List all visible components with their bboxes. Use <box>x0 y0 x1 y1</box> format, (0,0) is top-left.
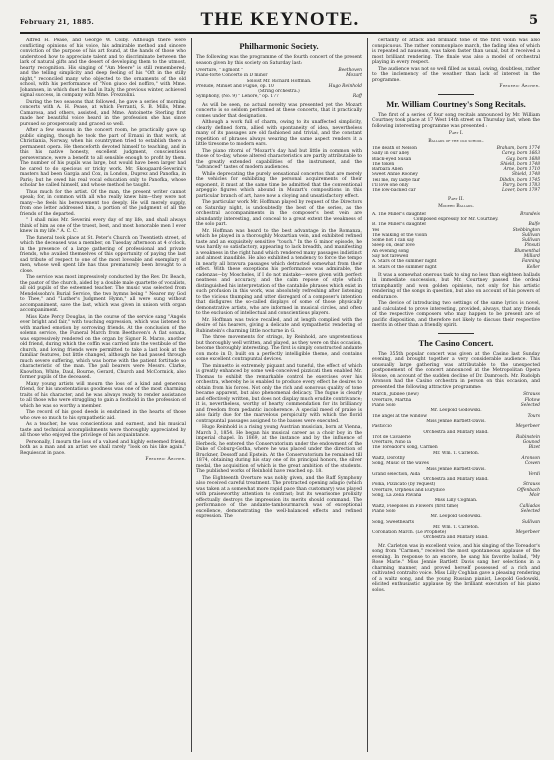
column-3 <box>372 38 540 752</box>
programme-piece: An evening song <box>372 248 409 254</box>
programme-piece: Miss Lilly Coghlan. <box>434 498 478 504</box>
programme-piece: (String orchestra.) <box>258 89 300 95</box>
article-paragraph: The Eighteenth Overture was nobly given, and the Raff Symphony also received careful treatment. The protracted opening adagio (which was taken at a somewhat more rapid pace than customary) was played with praiseworthy attention to contrast; but its wearisome prolixity effectually destroys the impression its merits should command. The performance of the andante-tambourmarsch was of exceptional excellence, demonstrating the well-balanced effects and refined expression. The <box>196 475 362 520</box>
philharmonic-intro: The following was the programme of the fourth concert of the present season given by this society on Saturday last: <box>196 55 362 66</box>
programme-composer: Cowen <box>524 461 540 467</box>
programme-piece: Say not farewell <box>372 254 409 260</box>
casino-review <box>372 544 540 594</box>
article-paragraph: The funeral took place at St. Peter's Church on Twentieth street, of which the deceased was a member, on Tuesday afternoon at 4 o'clock, in the presence of a large gathering of professional and private friends, who availed themselves of this opportunity of paying the last sad tribute of respect to one of the most loveable and exemplary of men, whose well spent life has thus prematurely been brought to a close. <box>20 235 186 274</box>
programme-composer: Raff <box>352 94 362 100</box>
programme-piece: Miss Jennie Bartlett-Davis. <box>426 466 486 472</box>
programme-piece: B. The Miller's daughter <box>372 222 427 228</box>
programme-composer: Sullivan <box>522 519 540 525</box>
programme-composer: Sullivan <box>522 232 540 238</box>
programme-item <box>372 188 540 193</box>
article-paragraph: After a few seasons in the concert room, he practically gave up public singing, though he took the part of Ernani in that work, at Christiania, Norway, when his countrymen tried to establish there a permanent opera. He thenceforth devoted himself to teaching, and in this his native honesty, excellent judgment, conscientious perseverance, were a benefit to all sensible enough to profit by them. The number of his pupils was large, but would have been larger had he cared to do specious or tricky work. Mr. Skougaard-Severini's masters had been Gargia and Cox, in London, Duprez and Panofka, in Paris; but he owed his real vocal education only to Panofka, whose scholar he called himself, and whose method he taught. <box>20 128 186 188</box>
programme-composer: Moir <box>529 493 540 499</box>
programme-composer: Pinsuti <box>524 243 540 249</box>
issue-date: February 21, 1885. <box>20 18 95 26</box>
casino-intro: The 355th popular concert was given at the Casino last Sunday evening, and brought together a very considerable audience. This unusually large gathering was attributable to the unexpected postponement of the concert announced at the Metropolitan Opera House, on account of the sudden decline of Dr. Damrosch. Mr. Rudolph Aronson had the Casino orchestra in person on this occasion, and presented the following attractive programme: <box>372 351 540 390</box>
newspaper-title: THE KEYNOTE. <box>200 9 360 30</box>
programme-piece: Sally in our alley <box>372 151 410 157</box>
programme-piece: I'll love one only <box>372 183 409 189</box>
song-recitals-intro: The first of a series of four song recitals announced by Mr. William Courtney took place at 17 West 14th street on Thursday last, when the following interesting programme was presented : <box>372 112 540 129</box>
newspaper-page <box>20 8 540 754</box>
programme-composer: Shield, 1748 <box>511 172 540 178</box>
programme-piece: Pasticcio <box>372 424 392 430</box>
programme-piece: Orchestra and Military Band. <box>423 535 489 541</box>
programme-piece: Piano Solo <box>372 403 396 409</box>
programme-composer: Mozart <box>346 73 362 79</box>
philharmonic-review-continued <box>372 38 540 83</box>
programme-piece: Overture, Nino la <box>372 440 411 446</box>
part1-label: Part I. <box>448 131 464 136</box>
programme-composer: Beethoven <box>338 68 362 73</box>
section-divider <box>438 94 474 95</box>
article-paragraph: Miss Kate Percy Douglas, in the course of the service sang "Angels ever bright and fair," with touching expression, which was listened to with marked emotion by sorrowing friends. At the conclusion of the solemn service, the Funeral March from Beethoven's A flat sonata, was expressively rendered on the organ by Signor R. Marzo, another old friend, during which the coffin was carried into the vestibule of the church, and loving friends were permitted to take a last look at the familiar features, but little changed, although he had passed through much severe suffering, which was borne with the patient fortitude so characteristic of the man. The pall bearers were Messrs. Clarke, Knowlton, White, Daul, Bourne, Gerard, Church and McCormick, also former pupils of the deceased. <box>20 314 186 380</box>
programme-piece: Symphony, (No. 9) " Lenore," op. 177 <box>196 94 279 100</box>
programme-composer: Verdi <box>528 471 540 477</box>
article-paragraph: As will be seen, no actual novelty was presented yet the Mozart concerto is so seldom performed at these concerts, that it practically comes under that designation. <box>196 102 362 119</box>
programme-piece: Piano-forte Concerto in D minor <box>196 73 268 79</box>
programme-piece: Composed expressly for Mr. Courtney. <box>413 216 499 222</box>
part2-label: Part II. <box>447 196 464 202</box>
programme-piece: Prelude, Minuet and Fugue, op. 10 <box>196 83 274 89</box>
programme-piece: Overture, Martha <box>372 397 412 403</box>
programme-piece: B. Stars of the summer night <box>372 264 437 270</box>
philharmonic-review <box>196 103 362 520</box>
programme-piece: Barbara Allen <box>372 167 403 173</box>
article-paragraph: The service was most impressively conducted by the Rev. Dr. Beach, the pastor of the church, aided by a double male quartette of vocalists, all old pupils of the esteemed teacher. The music was selected from Mendelssohn's Burial Service, the two hymns being " Nearer my God to Thee," and "Luther's Judgment Hymn," all were sung without accompaniment, save the last, which was given in unison with organ accompaniment. <box>20 275 186 313</box>
programme-piece: The death of Nelson <box>372 146 417 151</box>
programme-piece: March, Jubilee (new) <box>372 392 419 398</box>
programme-piece: The token <box>372 161 395 167</box>
philharmonic-heading: Philharmonic Society. <box>239 41 319 51</box>
article-paragraph: Although a work full of charm, owing to its unaffected simplicity, clearly defined form, allied with spontaneity of idea, nevertheless many of its passages are old fashioned and trivial, and the constant repetition of phrases always wearing the same aspect renders it a little tiresome to modern ears. <box>196 120 362 148</box>
programme-piece: Waltz, Fleepoles in Flowers (first time) <box>372 503 459 509</box>
programme-composer: Rubinstein <box>515 434 540 440</box>
programme-composer: Aronson <box>521 456 540 461</box>
programme-piece: Mr. Wm. T. Carleton. <box>432 524 480 530</box>
programme-piece: Tell me, my ladye fair <box>372 177 421 183</box>
programme-composer: Braham, born 1774 <box>496 146 540 151</box>
programme-piece: Mr. Leopold Godowski. <box>430 408 482 414</box>
obituary-article <box>20 38 186 456</box>
article-paragraph: Alfred H. Pease, and George W. Colby. Although there were conflicting opinions of his voice, his admirable method and sincere conviction of the purpose of his art found, at the hands of those who understood how to appreciate talent and to discriminate between the lark of natural gifts and the desert of developing them to the utmost, hearty recognition. His singing of "Am Meere" is still remembered; and the telling simplicity and deep feeling of his "Oft in the stilly night," reconciled many who objected to the ornaments of the old school, with his performance of "Non giuoo del noffiro," with Mme. Johannsen, in which duet he had in Italy, the previous winter, achieved signal success, in company with Mme. Frezzolini. <box>20 38 186 98</box>
programme-composer: Arne, born 1710 <box>503 167 540 173</box>
section-divider <box>438 333 474 334</box>
column-divider <box>367 38 368 752</box>
programme-piece: Black-eyed Susan <box>372 156 412 162</box>
programme-piece: The angel at the window <box>372 413 427 419</box>
programme-composer: Lover, born 1797 <box>502 188 540 194</box>
casino-heading: The Casino Concert. <box>418 337 494 348</box>
programme-piece: The low-backed car <box>372 188 416 194</box>
programme-composer: Flotow <box>524 397 540 403</box>
column-2 <box>196 38 362 752</box>
programme-composer: Parry, born 1783 <box>502 183 540 189</box>
programme-composer: Gay, born 1688 <box>506 156 540 162</box>
programme-piece: Some hot I can say <box>372 238 415 244</box>
article-paragraph: The audience was not so well filled as usual, owing, doubtless, rather to the inclemency of the weather than lack of interest in the programme. <box>372 66 540 83</box>
programme-piece: Trot de Cavalerie <box>372 434 411 440</box>
article-paragraph: Hugo Reinhold is a rising young Austrian musician, born at Vienna, March 3, 1854. He began his musical career as a choir boy in the imperial chapel. In 1869, at the instance and by the influence of Herbeck, he entered the Conservatorium under the endowment of the Duke of Coburg-Gotha, where he was placed under the direction of Bruckner, Dessoff and Epstein. At the Conservatorium he remained till 1874, obtaining during his stay one of its principal honors, the silver medal, the acquisition of which is the great ambition of the students. The published works of Reinhold have reached op. 18. <box>196 425 362 475</box>
programme-composer: Bizet <box>528 445 540 451</box>
programme-composer: Blumenthal <box>514 248 540 254</box>
article-paragraph: Thus much for the artist. Of the man, the present writer cannot speak; for, in common with all who really knew him—they were not many—he feels his bereavement too deeply. He will merely supply, from one letter addressed him, a portion of the judgment of all the friends of the departed. <box>20 189 186 217</box>
programme-composer: Carey, born 1663 <box>501 151 540 157</box>
programme-composer: Selected <box>520 403 540 409</box>
philharmonic-programme <box>196 68 362 100</box>
article-paragraph: The particular work Mr. Hoffman played by request of the Directors on Saturday night, is undoubtedly the best of the series, as the orchestral accompaniments in the composer's best vein are abundantly interesting, and conceal to a great extent the weakness of the solo part. <box>196 200 362 228</box>
part1-programme <box>372 146 540 194</box>
programme-piece: Mr. Wm. T. Carleton. <box>432 450 480 456</box>
part2-subtitle: Modern Ballads. <box>438 204 474 210</box>
article-paragraph: It was a somewhat onerous task to sing no less than eighteen ballads in immediate succession, but Mr. Courtney passed the ordeal triumphantly and won golden opinions, not only for his artistic rendering of the songs in question, but also on account of his powers of endurance. <box>372 272 540 300</box>
programme-composer: Selected <box>520 508 540 514</box>
programme-composer: Shield, born 1748 <box>500 161 540 167</box>
article-paragraph: The minuetto is extremely piquant and tuneful, the effect of which is greatly enhanced by some well-conceived pizzicati then enabled Mr. Thomas to exhibit the remarkable control he exercises over his orchestra, whereby he is enabled to produce every effect he desires to obtain from his forces. Not only the rich and sonorous quality of tone became apparent, but also phenomenal delicacy. The fugue is clearly and effectively written, but does not display much erudite contrivance; it is, nevertheless, worthy of hearty commendation for its brilliancy and freedom from pedantic incoherence. A special meed of praise is also fairly due for the marvelous perspicuity with which the florid contrapuntal passages assigned to the basses were executed. <box>196 363 362 424</box>
article-paragraph: Mr. Carleton was in excellent voice, and his singing of the Toreador's song from "Carmen," received the most spontaneous applause of the evening. In response to an encore, he sang his favorite ballad, "My Rose Marie." Miss Jennie Bartlett Davis sang her selections in a charming manner, and proved herself possessed of a rich and cultivated contralto voice. Miss Lilly Coghlan gave a pleasing rendering of a waltz song, and the young Russian pianist, Leopold Godowski, elicited enthusiastic applause by the brilliant execution of his piano solos. <box>372 543 540 593</box>
article-paragraph: Mr. Hoffman was heard to the best advantage in the Romanza, which he played in a thoroughly Mozartian vein, and exhibited refined taste and an exquisitely sensitive "touch." In the G minor episode, he was hardly so satisfactory, appearing to lack breadth, and manifesting a weakness in the right hand which rendered many passages indistinct and almost inaudible. He also exhibited a tendency to force the tempo in nearly all bravura passages which detracted somewhat from their effect. With these exceptions his performance was admirable, the cadenzas—by Moscheles, if I do not mistake—were given with perfect neatness and accuracy, and the calm repose of style which distinguished his interpretation of the cantabile phrases which exist in such profusion in this work, was absolutely refreshing after listening to the vicious thumping and utter disregard of a composer's intention that disfigures the so-called displays of some of those physically demonstrative artists, who are informed in musical circles, and often to the exclusion of intellectual and conscientious players. <box>196 228 362 317</box>
programme-piece: Overture, " Egmont " <box>196 68 244 73</box>
programme-composer: Fanning <box>521 259 540 265</box>
programme-piece: Sleep on, dear love <box>372 243 415 249</box>
programme-composer: Tours <box>527 413 540 419</box>
programme-composer: Brandeis <box>520 211 540 217</box>
programme-piece: Piano Solo <box>372 508 396 514</box>
article-signature: Frederic Archer. <box>145 457 186 462</box>
page-number: 5 <box>528 13 538 28</box>
programme-piece: The walking of the violin <box>372 232 428 238</box>
programme-composer: Meyerbeer <box>515 424 540 430</box>
programme-composer: Keller <box>526 264 540 270</box>
article-signature: Frederic Archer. <box>499 84 540 89</box>
article-paragraph: The record of his good deeds is enshrined in the hearts of those who owe so much to his sympathetic aid. <box>20 410 186 421</box>
masthead <box>20 8 540 34</box>
article-paragraph: The three movements for strings, by Reinhold, are unpretentious but thoroughly well written, and played, as they were on this occasion, become thoroughly interesting. The first is simply constructed andante con moto in D, built on a perfectly intelligible theme, and contains some excellent contrapuntal devices. <box>196 335 362 363</box>
programme-composer: Meyerbeer <box>515 530 540 536</box>
programme-piece: Grand selection, Aida <box>372 471 421 477</box>
casino-programme <box>372 392 540 540</box>
programme-item <box>372 535 540 540</box>
programme-composer: Calliadas <box>519 503 540 509</box>
programme-composer: Sullivan <box>522 238 540 244</box>
programme-composer: Strauss <box>523 482 540 488</box>
part1-subtitle: Ballads of the old school. <box>428 138 484 144</box>
programme-piece: Soloist Mr. Richard Hoffman. <box>246 78 312 84</box>
column-1 <box>20 38 186 752</box>
part2-programme <box>372 212 540 270</box>
article-paragraph: During the two seasons that followed, he gave a series of morning concerts with A. H. Pease, at which Ferranti, S. B. Mills, Mme. Camarosa, and others, assisted, and Mme. Antoinette Sterling first made her beautiful voice heard in the profession she has since pursued so prosperously and graced so well. <box>20 99 186 127</box>
programme-piece: A. Stars of the summer night <box>372 259 437 265</box>
programme-piece: Overture, Orpheus and Eurydice <box>372 487 445 493</box>
programme-item <box>372 265 540 270</box>
song-recitals-heading: Mr. William Courtney's Song Recitals. <box>386 98 526 109</box>
programme-composer: Balfe <box>528 222 540 228</box>
programme-piece: A. The Miller's daughter <box>372 211 427 217</box>
programme-piece: Song, La Zelia Pavana <box>372 493 422 499</box>
programme-composer: Stebbington <box>512 227 540 233</box>
article-paragraph: While deprecating the purely sensational concertos that are merely the vehicles for exhibiting the personal acquirements of their exponent, it must at the same time be admitted that the conventional arpeggio figures which abound in Mozart's compositions in this particular branch of art, have now a cloying and unsatisfactory effect. <box>196 171 362 199</box>
programme-piece: The Toreador's song, Carmen <box>372 445 438 451</box>
programme-piece: Miss Jennie Bartlett-Davis. <box>426 418 486 424</box>
programme-piece: Yes <box>372 227 380 233</box>
song-recitals-review <box>372 273 540 329</box>
programme-piece: Coronation March. (Le Prophete) <box>372 530 447 536</box>
programme-piece: Orchestra and Military Band. <box>423 477 489 483</box>
article-paragraph: certainty of attack and brilliant tone of the first violin was also conspicuous. The rather commonplace march, the fading idea of which is repeated ad nauseam, was taken faster than usual, but it received a most brilliant rendering. The finale was also a model of orchestral playing in every respect. <box>372 38 540 65</box>
programme-piece: Mr. Leopold Godowski. <box>430 514 482 520</box>
programme-composer: Offenbach <box>517 487 540 493</box>
programme-item <box>196 94 362 99</box>
article-paragraph: " I shall miss Mr. Severini every day of my life, and shall always think of him as one of the truest, best, and most honorable men I ever knew in my life." A. C. C. <box>20 218 186 234</box>
programme-composer: Millard <box>523 254 540 260</box>
article-paragraph: Mr. Hoffman was twice recalled, and at length complied with the desire of his hearers, giving a delicate and sympathetic rendering of Rubinstein's charming little nocturne in G. <box>196 317 362 334</box>
article-paragraph: Many young artists will mourn the loss of a kind and generous friend, for his unostentatious goodness was one of the most charming traits of his character, and he was always ready to render assistance to all those who were struggling to gain a foothold in the profession of which he was so worthy a member. <box>20 381 186 409</box>
programme-composer: Hugo Reinhold <box>328 83 362 89</box>
programme-piece: Orchestra and Military Band. <box>423 429 489 435</box>
columns <box>20 38 540 752</box>
programme-piece: Waltz, Dorothy <box>372 456 405 461</box>
programme-piece: Sweet Annie Rooney <box>372 172 418 178</box>
article-paragraph: The piano ritorni of "Mozart's day had but little in common with those of to-day, whose altered characteristics are partly attributable to the greatly extended capabilities of the instrument, and the "advanced" tastes of modern audiences. <box>196 148 362 171</box>
programme-composer: Dibdin, born 1745 <box>499 177 540 183</box>
article-paragraph: As a teacher, he was conscientious and earnest, and his musical taste and technical accomplishments were thoroughly appreciated by all those who enjoyed the privilege of his acquaintance. <box>20 422 186 438</box>
programme-piece: Song, Music of the waves <box>372 461 429 467</box>
programme-piece: Polka, Pizzicato (by request) <box>372 482 436 488</box>
column-divider <box>191 38 192 752</box>
programme-composer: Strauss <box>523 392 540 398</box>
article-paragraph: Personally, I mourn the loss of a valued and highly esteemed friend, both as a man and an artist we shall rarely "look on his like again." Requiescat in pace. <box>20 439 186 456</box>
programme-piece: Song, Sweethearts <box>372 519 414 525</box>
article-paragraph: The device of introducing two settings of the same lyrics is novel, and calculated to prove interesting, provided, always, that any friends of the respective composers who may happen to be present are of pacific disposition, and therefore not likely to discuss their respective merits in other than a friendly spirit. <box>372 301 540 329</box>
programme-composer: Gounod <box>522 440 540 446</box>
